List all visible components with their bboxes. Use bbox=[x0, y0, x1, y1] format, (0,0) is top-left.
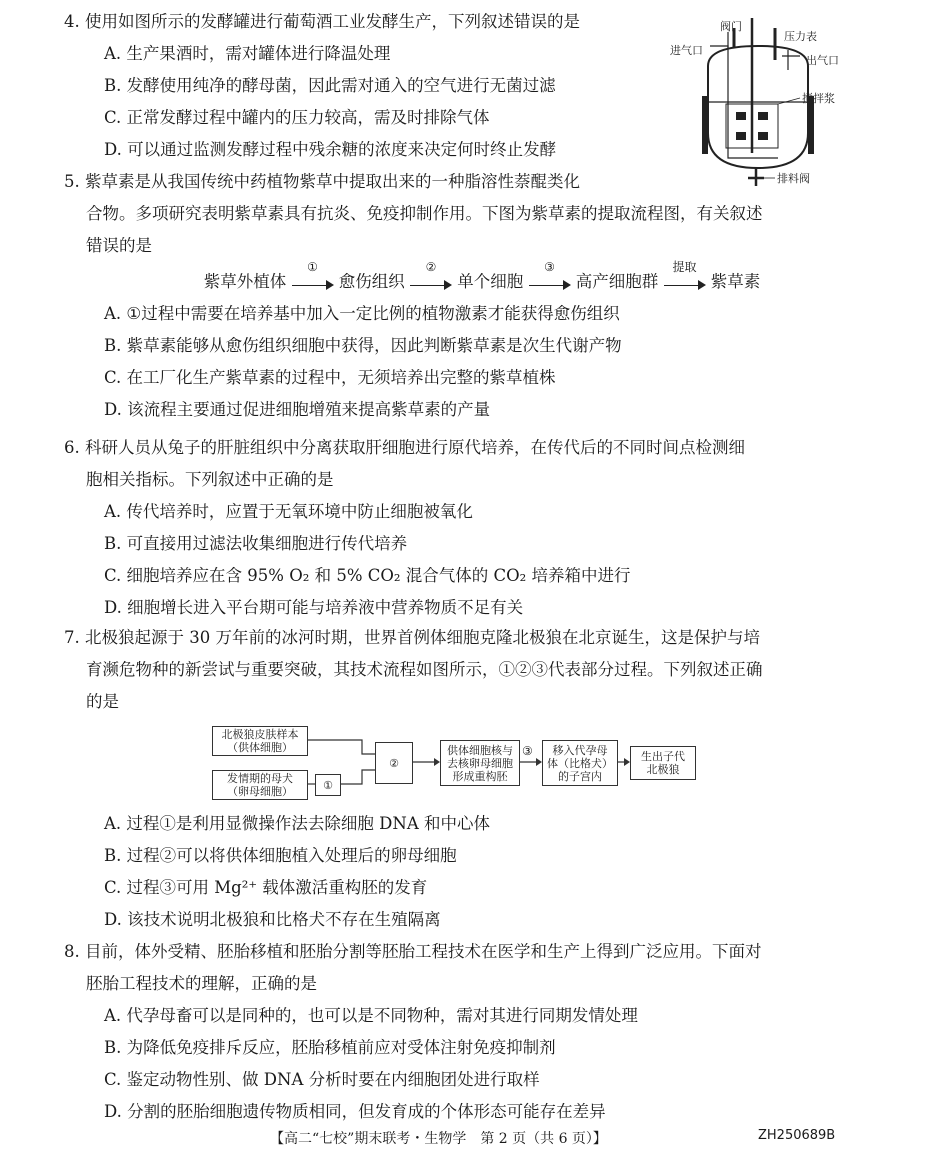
box-reconstructed-embryo bbox=[440, 740, 520, 786]
discharge-valve-label: 排料阀 bbox=[777, 172, 810, 185]
pressure-gauge-label: 压力表 bbox=[784, 30, 817, 43]
question-4 bbox=[64, 6, 650, 166]
connector-1-to-2 bbox=[340, 770, 375, 784]
question-7-option-a: A. 过程①是利用显微操作法去除细胞 DNA 和中心体 bbox=[104, 814, 490, 833]
flow-arrow-1-label: ① bbox=[307, 259, 318, 274]
question-4-stem: 4. 使用如图所示的发酵罐进行葡萄酒工业发酵生产，下列叙述错误的是 bbox=[64, 12, 580, 31]
flow-arrow-2-label: ② bbox=[425, 259, 437, 274]
question-7-option-b: B. 过程②可以将供体细胞植入处理后的卵母细胞 bbox=[104, 846, 457, 865]
question-7-option-c: C. 过程③可用 Mg²⁺ 载体激活重构胚的发育 bbox=[104, 878, 428, 897]
question-4-option-a: A. 生产果酒时，需对罐体进行降温处理 bbox=[104, 44, 391, 63]
question-5 bbox=[64, 166, 900, 426]
question-6-stem-line-1: 6. 科研人员从兔子的肝脏组织中分离获取肝细胞进行原代培养，在传代后的不同时间点检测细 bbox=[64, 438, 745, 457]
valve-label: 阀门 bbox=[720, 20, 742, 33]
question-4-option-d: D. 可以通过监测发酵过程中残余糖的浓度来决定何时终止发酵 bbox=[104, 140, 557, 159]
stirrer-blade-2 bbox=[758, 112, 768, 120]
box-estrus-dog-line-1: 发情期的母犬 bbox=[227, 772, 293, 785]
process-2-label: ② bbox=[389, 756, 399, 770]
question-5-option-d: D. 该流程主要通过促进细胞增殖来提高紫草素的产量 bbox=[104, 400, 491, 419]
question-6-option-a: A. 传代培养时，应置于无氧环境中防止细胞被氧化 bbox=[104, 502, 473, 521]
question-6 bbox=[64, 432, 900, 624]
air-inlet-label: 进气口 bbox=[670, 44, 703, 57]
box-estrus-dog-line-2: （卵母细胞） bbox=[227, 785, 293, 798]
flow-node-high-yield-cells: 高产细胞群 bbox=[575, 272, 659, 291]
question-5-stem-line-2: 合物。多项研究表明紫草素具有抗炎、免疫抑制作用。下图为紫草素的提取流程图，有关叙述 bbox=[86, 204, 763, 223]
box-reconstructed-embryo-line-3: 形成重构胚 bbox=[452, 769, 508, 783]
box-surrogate-mother-line-2: 体（比格犬） bbox=[547, 756, 613, 770]
stirrer-label: 搅拌浆 bbox=[802, 92, 835, 105]
question-4-option-c: C. 正常发酵过程中罐内的压力较高，需及时排除气体 bbox=[104, 108, 490, 127]
connector-sample-to-2 bbox=[307, 740, 375, 754]
box-surrogate-mother-line-1: 移入代孕母 bbox=[552, 743, 608, 757]
question-6-option-b: B. 可直接用过滤法收集细胞进行传代培养 bbox=[104, 534, 408, 553]
fermenter-diagram bbox=[660, 8, 860, 188]
stirrer-blade-1 bbox=[736, 112, 746, 120]
question-6-option-d: D. 细胞增长进入平台期可能与培养液中营养物质不足有关 bbox=[104, 598, 524, 617]
question-8-option-c: C. 鉴定动物性别、做 DNA 分析时要在内细胞团处进行取样 bbox=[104, 1070, 540, 1089]
shikonin-flowchart bbox=[64, 259, 900, 296]
stirrer-leader bbox=[778, 98, 800, 104]
question-5-option-c: C. 在工厂化生产紫草素的过程中，无须培养出完整的紫草植株 bbox=[104, 368, 556, 387]
question-6-stem-line-2: 胞相关指标。下列叙述中正确的是 bbox=[86, 470, 334, 489]
box-surrogate-mother-line-3: 的子宫内 bbox=[558, 769, 602, 783]
footer-paper-code: ZH250689B bbox=[758, 1128, 836, 1143]
cloning-process-diagram bbox=[212, 724, 700, 802]
flow-arrow-3 bbox=[529, 259, 571, 293]
question-8-stem-line-2: 胚胎工程技术的理解，正确的是 bbox=[86, 974, 317, 993]
footer-page-info: 【高二“七校”期末联考・生物学 第 2 页（共 6 页）】 bbox=[270, 1131, 607, 1147]
box-wolf-skin-sample-line-1: 北极狼皮肤样本 bbox=[221, 728, 299, 741]
process-2-box bbox=[375, 742, 413, 784]
question-5-option-a: A. ①过程中需要在培养基中加入一定比例的植物激素才能获得愈伤组织 bbox=[104, 304, 620, 323]
box-wolf-skin-sample bbox=[212, 726, 308, 756]
question-7-option-d: D. 该技术说明北极狼和比格犬不存在生殖隔离 bbox=[104, 910, 441, 929]
question-7-stem-line-1: 7. 北极狼起源于 30 万年前的冰河时期，世界首例体细胞克隆北极狼在北京诞生，这是保护与培 bbox=[64, 628, 760, 647]
question-5-stem-line-3: 错误的是 bbox=[86, 236, 152, 255]
flow-arrow-1 bbox=[292, 259, 334, 293]
stirrer-blade-3 bbox=[736, 132, 746, 140]
box-reconstructed-embryo-line-2: 去核卵母细胞 bbox=[447, 756, 513, 770]
stirrer-blade-4 bbox=[758, 132, 768, 140]
question-8-option-d: D. 分割的胚胎细胞遗传物质相同，但发育成的个体形态可能存在差异 bbox=[104, 1102, 606, 1121]
process-1-label: ① bbox=[323, 778, 333, 792]
question-5-option-b: B. 紫草素能够从愈伤组织细胞中获得，因此判断紫草素是次生代谢产物 bbox=[104, 336, 622, 355]
flow-node-callus: 愈伤组织 bbox=[338, 272, 405, 291]
question-6-option-c: C. 细胞培养应在含 95% O₂ 和 5% CO₂ 混合气体的 CO₂ 培养箱中进行 bbox=[104, 566, 631, 585]
box-surrogate-mother bbox=[542, 740, 618, 786]
question-7-stem-line-3: 的是 bbox=[86, 692, 119, 711]
flow-arrow-4 bbox=[664, 259, 706, 293]
question-8-option-b: B. 为降低免疫排斥反应，胚胎移植前应对受体注射免疫抑制剂 bbox=[104, 1038, 556, 1057]
flow-node-shikonin: 紫草素 bbox=[710, 272, 761, 291]
question-8 bbox=[64, 936, 900, 1128]
flow-node-explant: 紫草外植体 bbox=[203, 272, 287, 291]
flow-node-single-cell: 单个细胞 bbox=[457, 272, 524, 291]
question-8-stem-line-1: 8. 目前，体外受精、胚胎移植和胚胎分割等胚胎工程技术在医学和生产上得到广泛应用。下面对 bbox=[64, 942, 762, 961]
question-7 bbox=[64, 622, 900, 718]
process-3-label: ③ bbox=[522, 744, 533, 758]
cooling-jacket-left bbox=[702, 96, 708, 154]
box-wolf-skin-sample-line-2: （供体细胞） bbox=[227, 741, 293, 754]
air-outlet-label: 出气口 bbox=[806, 54, 839, 67]
flow-arrow-3-label: ③ bbox=[544, 259, 555, 274]
process-1-box bbox=[315, 774, 341, 796]
question-7-stem-line-2: 育濒危物种的新尝试与重要突破，其技术流程如图所示，①②③代表部分过程。下列叙述正确 bbox=[86, 660, 763, 679]
box-offspring-wolf bbox=[630, 746, 696, 780]
flow-arrow-4-label: 提取 bbox=[672, 259, 697, 274]
box-offspring-wolf-line-1: 生出子代 bbox=[641, 750, 685, 763]
flow-arrow-2 bbox=[410, 259, 452, 293]
question-5-stem-line-1: 5. 紫草素是从我国传统中药植物紫草中提取出来的一种脂溶性萘醌类化 bbox=[64, 172, 580, 191]
question-4-option-b: B. 发酵使用纯净的酵母菌，因此需对通入的空气进行无菌过滤 bbox=[104, 76, 556, 95]
box-reconstructed-embryo-line-1: 供体细胞核与 bbox=[447, 743, 513, 757]
fermenter-vessel bbox=[708, 46, 808, 168]
box-estrus-dog bbox=[212, 770, 308, 800]
question-7-options bbox=[64, 808, 900, 936]
box-offspring-wolf-line-2: 北极狼 bbox=[646, 763, 680, 776]
question-8-option-a: A. 代孕母畜可以是同种的，也可以是不同物种，需对其进行同期发情处理 bbox=[104, 1006, 638, 1025]
